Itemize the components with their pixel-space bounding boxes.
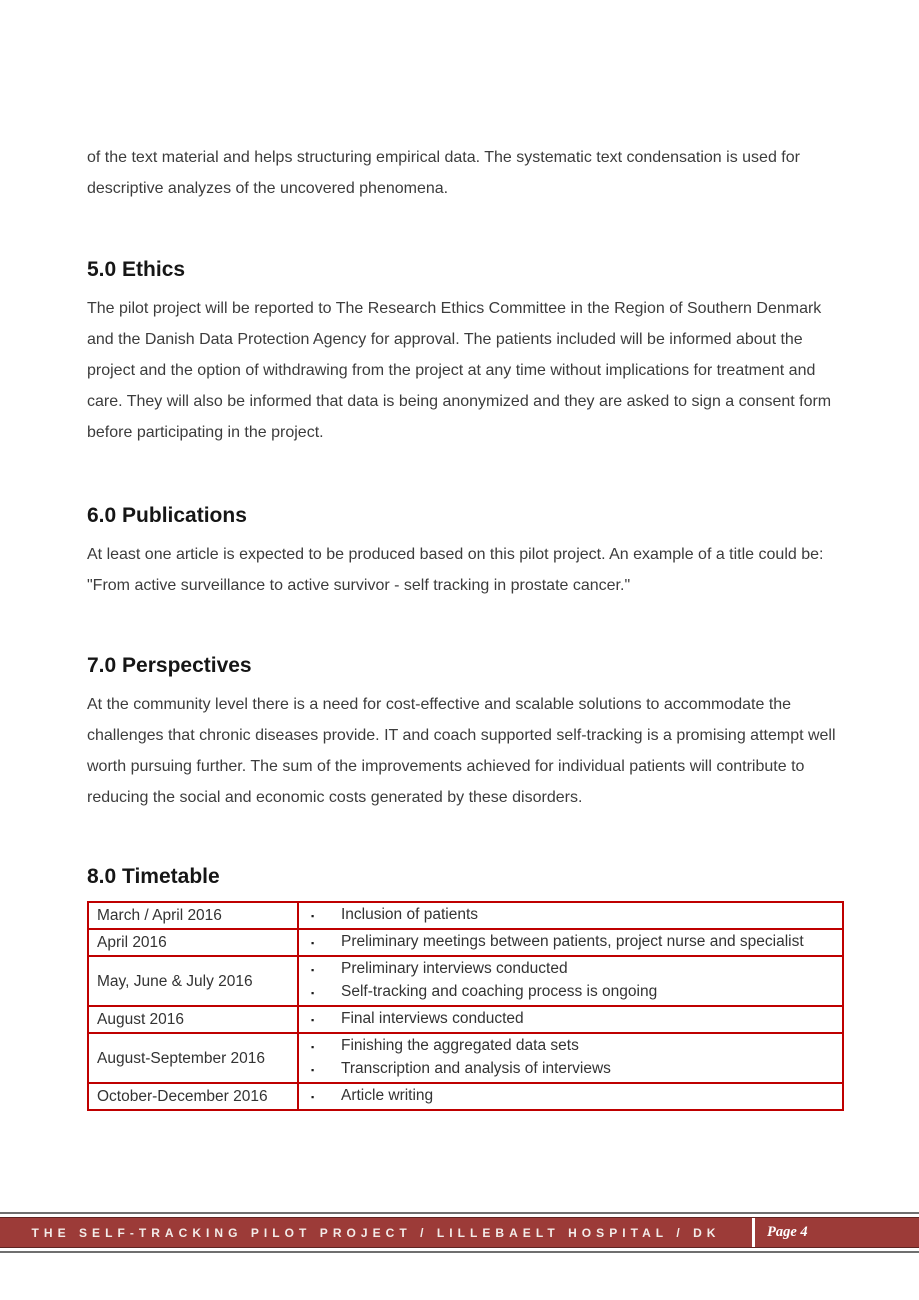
footer-bar [0, 1217, 919, 1248]
timetable-activity [305, 981, 836, 1004]
footer-top-rule [0, 1212, 919, 1214]
activity-text: Self-tracking and coaching process is ongoing [341, 983, 658, 1000]
section-heading-perspectives: 7.0 Perspectives [87, 654, 252, 678]
timetable-row [88, 956, 843, 1006]
timetable-activity-cell [298, 929, 843, 956]
activity-text: Final interviews conducted [341, 1010, 524, 1027]
footer-bottom-rule [0, 1251, 919, 1253]
timetable-activity [305, 958, 836, 981]
timetable-period-cell: May, June & July 2016 [88, 956, 298, 1006]
bullet-icon: ▪ [311, 965, 315, 975]
bullet-icon: ▪ [311, 1042, 315, 1052]
bullet-icon: ▪ [311, 1092, 315, 1102]
activity-text: Article writing [341, 1087, 434, 1104]
intro-paragraph: of the text material and helps structuring empirical data. The systematic text condensation is used for descriptive analyzes of the uncovered phenomena. [87, 149, 800, 197]
timetable-period-cell: August 2016 [88, 1006, 298, 1033]
section-heading-publications: 6.0 Publications [87, 504, 247, 528]
activity-text: Preliminary meetings between patients, project nurse and specialist [341, 933, 804, 950]
timetable-body [88, 902, 843, 1110]
footer-page-segment [755, 1218, 919, 1247]
footer-title: THE SELF-TRACKING PILOT PROJECT / LILLEBAELT HOSPITAL / DK [31, 1225, 721, 1240]
timetable-row [88, 1006, 843, 1033]
timetable-period-cell: October-December 2016 [88, 1083, 298, 1110]
timetable-activity-cell [298, 956, 843, 1006]
timetable-row [88, 1083, 843, 1110]
timetable-row [88, 902, 843, 929]
activity-text: Inclusion of patients [341, 906, 479, 923]
timetable-period-cell: March / April 2016 [88, 902, 298, 929]
activity-text: Transcription and analysis of interviews [341, 1060, 611, 1077]
bullet-icon: ▪ [311, 938, 315, 948]
activity-text: Finishing the aggregated data sets [341, 1037, 579, 1054]
bullet-icon: ▪ [311, 1015, 315, 1025]
bullet-icon: ▪ [311, 911, 315, 921]
section-heading-timetable: 8.0 Timetable [87, 865, 220, 889]
activity-text: Preliminary interviews conducted [341, 960, 568, 977]
timetable-row [88, 1033, 843, 1083]
footer-title-segment [0, 1218, 752, 1247]
timetable-period-cell: August-September 2016 [88, 1033, 298, 1083]
bullet-icon: ▪ [311, 988, 315, 998]
timetable-activity [305, 1008, 836, 1031]
timetable-activity-cell [298, 1006, 843, 1033]
timetable-activity-cell [298, 1033, 843, 1083]
bullet-icon: ▪ [311, 1065, 315, 1075]
section-heading-ethics: 5.0 Ethics [87, 258, 186, 282]
page-number: Page 4 [767, 1224, 808, 1240]
timetable-activity-cell [298, 902, 843, 929]
timetable-period-cell: April 2016 [88, 929, 298, 956]
timetable-activity [305, 1035, 836, 1058]
timetable [87, 901, 844, 1111]
timetable-activity [305, 904, 836, 927]
timetable-activity-cell [298, 1083, 843, 1110]
section-body-ethics: The pilot project will be reported to The Research Ethics Committee in the Region of Southern Denmark and the Danish Data Protection Agency for approval. The patients included will be informed about the project and the option of withdrawing from the project at any time without implications for treatment and care. They will also be informed that data is being anonymized and they are asked to sign a consent form before participating in the project. [87, 300, 832, 441]
section-body-publications: At least one article is expected to be produced based on this pilot project. An example of a title could be: "From active surveillance to active survivor - self tracking in prostate cancer." [87, 546, 824, 594]
timetable-activity [305, 1058, 836, 1081]
section-body-perspectives: At the community level there is a need for cost-effective and scalable solutions to accommodate the challenges that chronic diseases provide. IT and coach supported self-tracking is a promising attempt well worth pursuing further. The sum of the improvements achieved for individual patients will contribute to reducing the social and economic costs generated by these disorders. [87, 696, 836, 806]
timetable-activity [305, 1085, 836, 1108]
timetable-row [88, 929, 843, 956]
timetable-activity [305, 931, 836, 954]
